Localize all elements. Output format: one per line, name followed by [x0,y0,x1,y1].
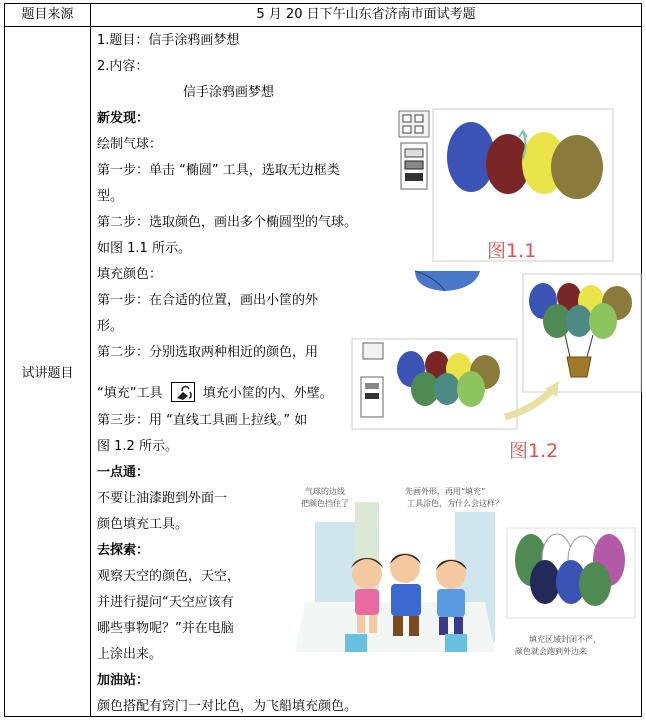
line-8: 第二步：选取颜色，画出多个椭圆型的气球。 [97,215,358,230]
note-3b: 颜色就会跑到外边来 [515,647,587,656]
note-2a: 先画外形，再用“填充” [405,487,486,496]
line-20: 去探索： [97,543,150,558]
line-24: 上涂出来。 [97,647,163,662]
line-5: 绘制气球： [97,137,163,152]
line-13: 第二步：分别选取两种相近的颜色，用 [97,345,319,360]
line-18: 不要让油漆跑到外面一 [97,491,228,506]
note-1b: 把颜色挡住了 [301,499,349,508]
header-divider [5,26,641,27]
line-7: 型。 [97,189,124,204]
line-25: 加油站： [97,673,150,688]
line-15: 第三步：用 “直线工具画上拉线。” 如 [97,413,308,428]
line-2: 2.内容： [97,59,149,74]
fill-bucket-icon [171,382,195,402]
line-11: 第一步：在合适的位置，画出小筐的外 [97,293,319,308]
figure-1-2 [345,269,643,439]
line-23: 哪些事物呢？”并在电脑 [97,621,234,636]
line-12: 形。 [97,319,124,334]
line-17: 一点通： [97,465,150,480]
note-2b: 工具涂色，为什么会这样？ [407,499,503,508]
line-19: 颜色填充工具。 [97,517,189,532]
line-3: 信手涂鸦画梦想 [183,85,275,100]
line-6: 第一步：单击 “椭圆” 工具，选取无边框类 [97,163,340,178]
side-label: 试讲题目 [21,366,74,381]
exam-table [4,3,642,717]
note-3a: 填充区域封闭不严， [529,635,601,644]
line-14 [97,382,333,403]
column-divider [90,4,91,716]
line-26: 颜色搭配有窍门一对比色，为飞船填充颜色。 [97,699,358,714]
note-1a: 气球的边线 [305,487,345,496]
line-4: 新发现： [97,111,150,126]
figure-1-2-caption: 图1.2 [509,440,559,462]
line-21: 观察天空的颜色，天空， [97,569,241,584]
figure-1-1-caption: 图1.1 [487,240,537,262]
line-16: 图 1.2 所示。 [97,439,178,454]
fill-tool-rest: 填充小筐的内、外壁。 [202,386,333,401]
line-22: 并进行提问“天空应该有 [97,595,234,610]
line-9: 如图 1.1 所示。 [97,241,191,256]
source-label: 题目来源 [21,7,74,22]
source-value: 5 月 20 日下午山东省济南市面试考题 [256,7,476,22]
line-1: 1.题目：信手涂鸦画梦想 [97,33,240,48]
fill-tool-text: “填充”工具 [97,386,163,401]
line-10: 填充颜色： [97,267,163,282]
